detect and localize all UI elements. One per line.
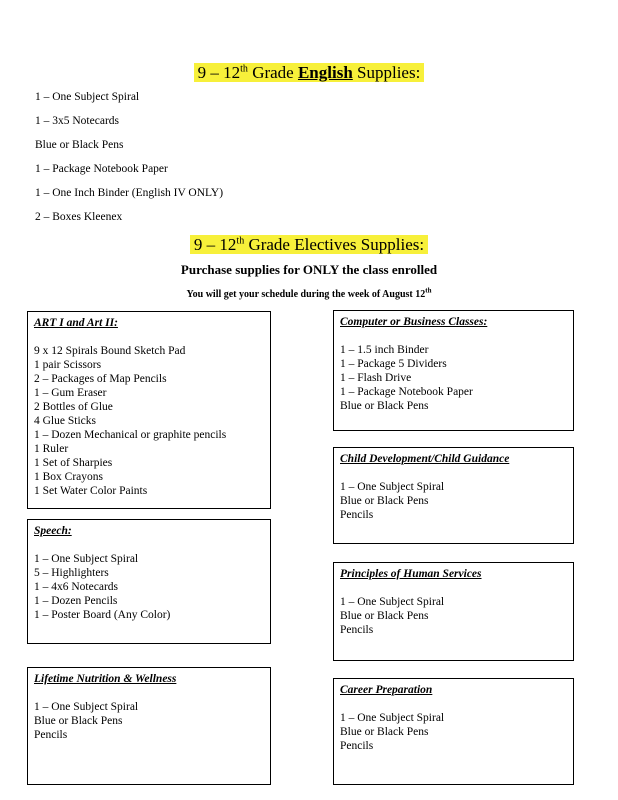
list-item: Blue or Black Pens <box>340 495 429 507</box>
list-item: 1 – Dozen Pencils <box>34 595 118 607</box>
box-heading: Child Development/Child Guidance <box>340 453 510 465</box>
list-item: 1 – One Inch Binder (English IV ONLY) <box>35 187 224 199</box>
list-item: Pencils <box>340 740 374 752</box>
english-title-sup: th <box>240 63 248 75</box>
list-item: 1 – Package Notebook Paper <box>340 386 473 398</box>
list-item: 1 – One Subject Spiral <box>34 701 139 713</box>
electives-subtitle: Purchase supplies for ONLY the class enrolled <box>180 262 438 277</box>
list-item: 1 – 3x5 Notecards <box>35 115 119 127</box>
list-item: 1 Ruler <box>34 443 69 455</box>
human-services-box <box>333 562 574 661</box>
list-item: Blue or Black Pens <box>35 139 124 151</box>
english-title-mid: Grade <box>247 63 298 82</box>
list-item: 1 – Package Notebook Paper <box>35 163 168 175</box>
list-item: 5 – Highlighters <box>34 567 109 579</box>
list-item: 1 – One Subject Spiral <box>340 712 445 724</box>
list-item: 1 pair Scissors <box>34 359 102 371</box>
electives-title-suffix: Grade Electives Supplies: <box>244 235 425 254</box>
list-item: 9 x 12 Spirals Bound Sketch Pad <box>34 345 186 357</box>
list-item: 1 – Poster Board (Any Color) <box>34 609 171 621</box>
list-item: 4 Glue Sticks <box>34 415 96 427</box>
list-item: 1 – One Subject Spiral <box>340 481 445 493</box>
list-item: 1 – One Subject Spiral <box>35 91 140 103</box>
english-title-subject: English <box>297 63 353 82</box>
english-title-highlight <box>194 63 425 82</box>
english-title-grade: 9 – 12 <box>197 63 241 82</box>
box-heading: Speech: <box>34 525 72 537</box>
list-item: 1 Set of Sharpies <box>34 457 113 469</box>
list-item: 1 – Dozen Mechanical or graphite pencils <box>34 429 227 441</box>
electives-title-highlight <box>190 235 428 254</box>
list-item: 1 – Package 5 Dividers <box>340 358 447 370</box>
child-development-box <box>333 447 574 544</box>
list-item: Blue or Black Pens <box>340 400 429 412</box>
list-item: 1 – One Subject Spiral <box>34 553 139 565</box>
list-item: 1 – Flash Drive <box>340 372 412 384</box>
electives-title-grade: 9 – 12 <box>193 235 237 254</box>
box-heading: Lifetime Nutrition & Wellness <box>34 673 177 685</box>
list-item: 1 – Gum Eraser <box>34 387 107 399</box>
schedule-note-sup: th <box>425 286 432 295</box>
list-item: 2 Bottles of Glue <box>34 401 113 413</box>
speech-box <box>27 519 271 644</box>
list-item: 1 Box Crayons <box>34 471 103 483</box>
list-item: 2 – Packages of Map Pencils <box>34 373 167 385</box>
list-item: 1 – 4x6 Notecards <box>34 581 118 593</box>
box-heading: Computer or Business Classes: <box>340 316 488 328</box>
list-item: 1 Set Water Color Paints <box>34 485 148 497</box>
list-item: Blue or Black Pens <box>340 610 429 622</box>
computer-box <box>333 310 574 431</box>
list-item: 1 – One Subject Spiral <box>340 596 445 608</box>
english-supply-list <box>35 89 223 233</box>
english-title-suffix: Supplies: <box>352 63 421 82</box>
english-title <box>0 62 618 84</box>
nutrition-box <box>27 667 271 785</box>
electives-title-sup: th <box>236 235 245 247</box>
career-box <box>333 678 574 785</box>
box-heading: Principles of Human Services <box>340 568 482 580</box>
list-item: Pencils <box>340 509 374 521</box>
art-box <box>27 311 271 509</box>
schedule-note <box>0 286 618 300</box>
list-item: 1 – 1.5 inch Binder <box>340 344 429 356</box>
box-heading: ART I and Art II: <box>34 317 118 329</box>
electives-title <box>0 234 618 256</box>
list-item: Pencils <box>340 624 374 636</box>
list-item: Blue or Black Pens <box>340 726 429 738</box>
list-item: Blue or Black Pens <box>34 715 123 727</box>
box-heading: Career Preparation <box>340 684 433 696</box>
schedule-note-text: You will get your schedule during the week of August 12 <box>186 289 426 300</box>
list-item: 2 – Boxes Kleenex <box>35 211 123 223</box>
list-item: Pencils <box>34 729 68 741</box>
